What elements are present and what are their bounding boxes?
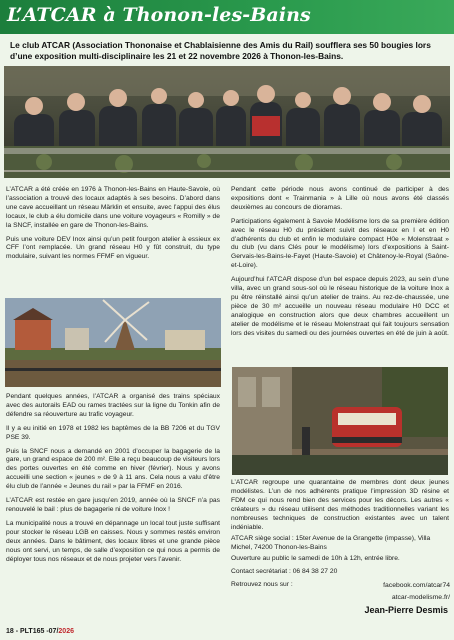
title-band xyxy=(0,0,454,34)
contact-find-us: Retrouvez nous sur : xyxy=(231,581,293,588)
paragraph: L’ATCAR est restée en gare jusqu’en 2019, année où la SNCF n’a pas renouvelé le bail : plus de bagagerie ni de voiture Inox ! xyxy=(6,497,220,513)
railcar-layout-photo xyxy=(232,367,448,475)
paragraph: Il y a eu initié en 1978 et 1982 les baptêmes de la BB 7206 et du TGV PSE 39. xyxy=(6,424,220,441)
paragraph: Pendant cette période nous avons continué de participer à des expositions dont « Trainmania » à Lille où nous avons été classés deuxièmes au concours de dioramas. xyxy=(231,186,449,211)
paragraph: Puis la SNCF nous a demandé en 2001 d’occuper la bagagerie de la gare, un grand espace de 200 m². Elle a reçu beaucoup de visiteurs lors des portes ouvertes en été comme en hiver (février). Nous y avons accueilli une section « jeunes » de 9 à 11 ans. Cela nous a valu d’être élu club de l’année « Jeunes du rail » par la FFMF en 2016. xyxy=(6,447,220,491)
left-column-bottom xyxy=(6,393,220,569)
website-link[interactable]: atcar-modelisme.fr/ xyxy=(391,594,450,601)
author-name: Jean-Pierre Desmis xyxy=(364,605,448,615)
paragraph: La municipalité nous a trouvé en dépannage un local tout juste suffisant pour stocker le réseau LGB en caisses. Nous y sommes restés environ deux années. Dans le bâtiment, des locaux libres et une grande pièce nous ont servi, un temps, de salle d’exposition ce qui nous a permis de déployer tous nos réseaux et de nous projeter vers l’avenir. xyxy=(6,519,220,563)
paragraph: L’ATCAR regroupe une quarantaine de membres dont deux jeunes modélistes. L’un de nos adhérents pratique l’impression 3D résine et FDM ce qui nous rend bien des services pour les décors. Les autres « créateurs » du réseau utilisent des méthodes traditionnelles variant les nombreuses techniques de construction existantes avec un talent indéniable. xyxy=(231,479,449,531)
windmill-diorama-photo xyxy=(5,298,221,387)
page-footer xyxy=(6,628,74,635)
club-members-photo xyxy=(4,66,450,178)
left-column-top xyxy=(6,186,220,267)
contact-address: ATCAR siège social : 15ter Avenue de la Grangette (impasse), Villa Michel, 74200 Thonon-les-Bains xyxy=(231,535,431,551)
paragraph: Participations également à Savoie Modélisme lors de sa première édition avec le réseau H0 du président suivit des réseaux en I et en H0 d’adhérents du club et enfin le modulaire compact H0e « Molenstraat » du club (vu dans Clés pour le modélisme) lors d’expositions à Saint-Gervais-les-Bains-le-Fayet (Haute-Savoie) et Châtenoy-le-Royal (Saône-et-Loire). xyxy=(231,217,449,270)
contact-hours: Ouverture au public le samedi de 10h à 12h, entrée libre. xyxy=(231,555,400,562)
facebook-link[interactable]: facebook.com/atcar74 xyxy=(383,582,450,589)
paragraph: Aujourd’hui l’ATCAR dispose d’un bel espace depuis 2023, au sein d’une villa, avec un grand sous-sol où le réseau historique de la voiture Inox a pu être réinstallé ainsi qu’un atelier de trains. Au rez-de-chaussée, une pièce de 30 m² accueille un nouveau réseau modulaire H0 DCC et analogique en construction alors que deux chambres accueillent un atelier de modélisme et le réseau Molenstraat qui fait toujours sensation lors des visites du samedi ou des journées ouvertes en été de juin à août. xyxy=(231,276,449,337)
paragraph: Pendant quelques années, l’ATCAR a organisé des trains spéciaux avec des autorails EAD ou rames tractées sur la ligne du Tonkin afin de défendre sa réouverture au trafic voyageur. xyxy=(6,393,220,418)
contact-phone: Contact secrétariat : 06 84 38 27 20 xyxy=(231,568,338,575)
right-column-bottom xyxy=(231,479,449,537)
footer-year: 2026 xyxy=(58,628,74,635)
footer-page-number: 18 - PLT165 -07/ xyxy=(6,628,59,635)
article-intro: Le club ATCAR (Association Thononaise et Chablaisienne des Amis du Rail) soufflera ses 50 bougies lors d’une exposition multi-disciplinaire les 21 et 22 novembre 2026 à Thonon-les-Bains. xyxy=(10,40,431,61)
article-title: L’ATCAR à Thonon-les-Bains xyxy=(7,4,311,26)
right-column-top xyxy=(231,186,449,344)
paragraph: Puis une voiture DEV Inox ainsi qu’un petit fourgon atelier à essieux ex CFF l’ont remplacée. Un grand réseau H0 y fût construit, du type modulaire, suivant les normes FFMF en vigueur. xyxy=(6,235,220,261)
paragraph: L’ATCAR a été créée en 1976 à Thonon-les-Bains en Haute-Savoie, où l’association a trouvé des locaux adaptés à ses besoins. D’abord dans une cave accueillant un réseau Märklin et ensuite, avec l’appui des élus locaux, le club a élu domicile dans une voiture voyageurs « Romilly » de la SNCF, installée en gare de Thonon-les-Bains. xyxy=(6,186,220,229)
